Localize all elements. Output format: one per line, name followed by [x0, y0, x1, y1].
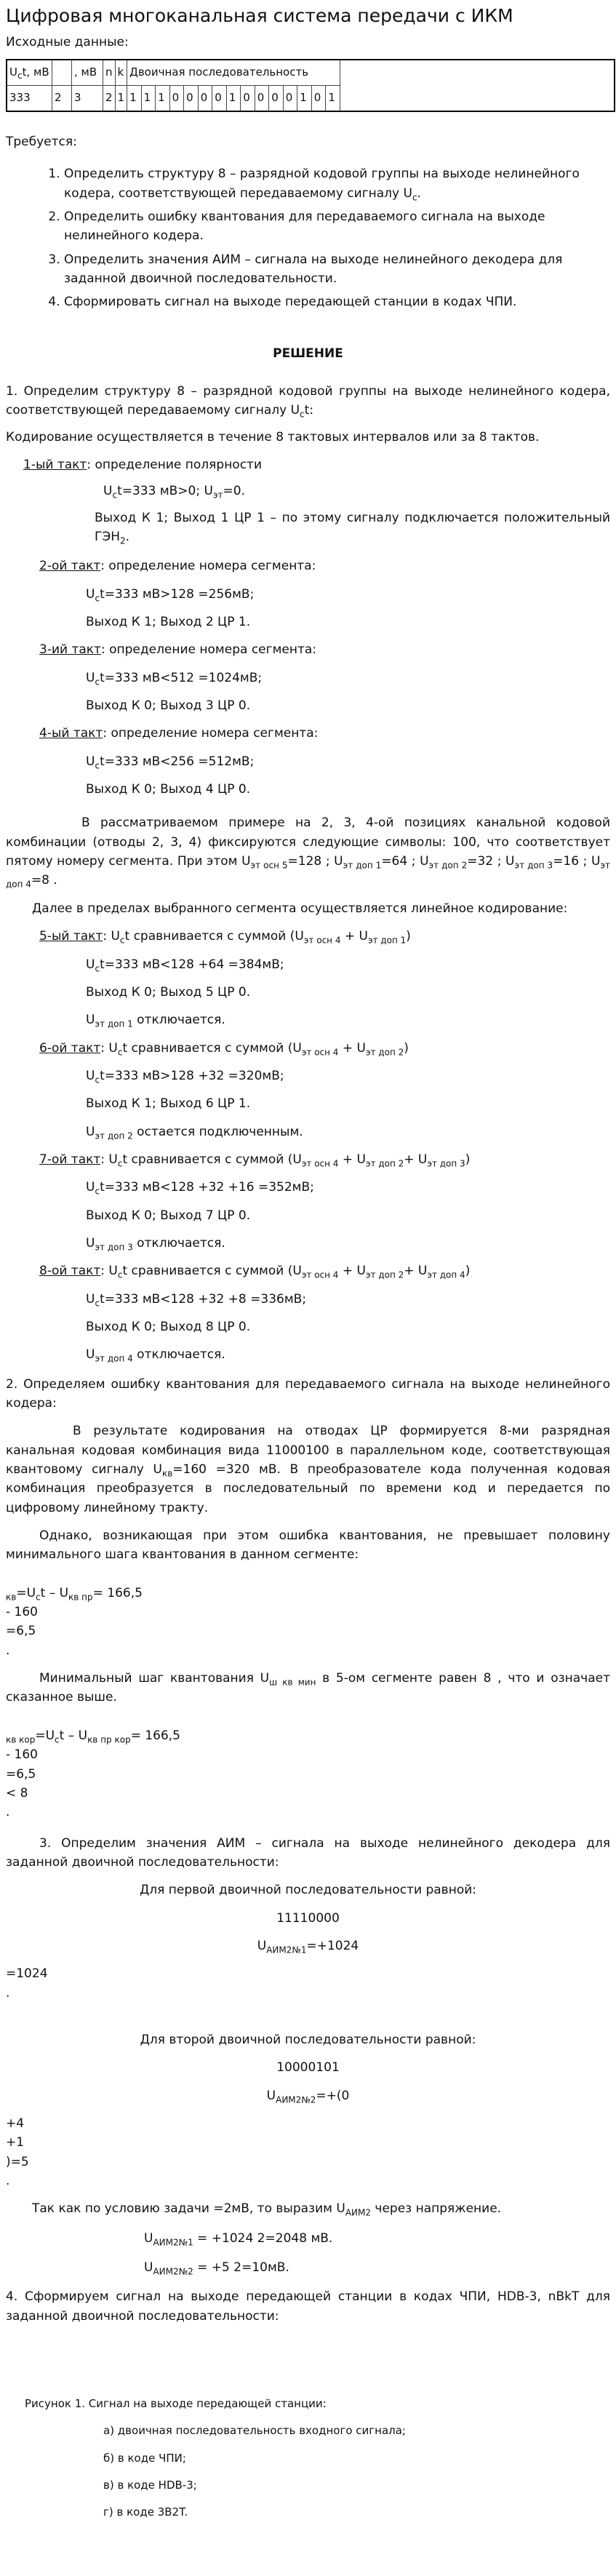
error-formula-2: $_{кв кор}=U_ct - U_{кв пр кор}= 166,5$ — [6, 1728, 181, 1745]
tact-7-heading: 7-ой такт: $U_ct$ сравнивается с суммой $(U_{эт осн 4} + U_{эт доп 2}+ U_{эт доп 3})$ — [39, 1152, 471, 1169]
segment-positions-paragraph: В рассматриваемом примере на 2, 3, 4-ой позициях канальной кодовой комбинации (отводы 2, 3, 4) фиксируются следующие символы: 100, что соответствует пятому номеру сегмента. При этом $U_{эт осн 5}=128$ ; $U_{эт доп 1}=64$ ; $U_{эт доп 2}=32$ ; $U_{эт доп 3}=16$ ; $U_{эт доп 4}=8$ . — [6, 816, 610, 890]
voltage-condition-paragraph: Так как по условию задачи =2мВ, то выразим $U_{АИМ2}$ через напряжение. — [32, 2201, 502, 2218]
section-2-paragraph-1: В результате кодирования на отводах ЦР формируется 8-ми разрядная канальная кодовая комбинация вида 11000100 в параллельном коде, соответствующая квантовому сигналу $U_{кв}=160 =320$ мВ. В преобразователе кода полученная кодовая комбинация преобразуется в последовательный по времени код и передается по цифровому линейному тракту. — [6, 1424, 610, 1515]
tact-3-condition: $U_ct=333$ мВ<512 =1024мВ; — [86, 670, 263, 687]
tact-6-output: Выход К 1; Выход 6 ЦР 1. — [86, 1096, 251, 1112]
figure-caption-d: г) в коде 3B2T. — [103, 2505, 188, 2519]
aim-2-voltage: $U_{АИМ2№2} = +5$ 2=10мВ. — [144, 2260, 289, 2277]
min-step-paragraph: Минимальный шаг квантования $U_{ш кв мин}$ в 5-ом сегменте равен 8 , что и означает сказанное выше. — [6, 1671, 610, 1705]
tact-5-note: $U_{эт доп 1}$ отключается. — [86, 1013, 225, 1029]
task-item: 2. Определить ошибку квантования для передаваемого сигнала на выходе нелинейного кодера. — [64, 207, 610, 246]
tact-4-output: Выход К 0; Выход 4 ЦР 0. — [86, 782, 251, 797]
aim-1-result: =1024 — [6, 1966, 48, 1982]
table-cell: 1 — [297, 85, 312, 111]
table-header-cell: n — [103, 60, 116, 86]
tact-5-condition: $U_ct=333$ мВ<128 +64 =384мВ; — [86, 957, 284, 973]
table-cell: 2 — [52, 85, 72, 111]
aim-2-formula: $U_{АИМ2№2}=+(0$ — [266, 2088, 350, 2105]
section-3-intro: 3. Определим значения АИМ – сигнала на выходе нелинейного декодера для заданной двоичной последовательности: — [6, 1835, 610, 1870]
table-cell: 0 — [169, 85, 184, 111]
tact-5-output: Выход К 0; Выход 5 ЦР 0. — [86, 984, 251, 1000]
solution-heading: РЕШЕНИЕ — [273, 346, 343, 361]
section-1-intro: 1. Определим структуру 8 – разрядной кодовой группы на выходе нелинейного кодера, соответствующей передаваемому сигналу $U_ct$: — [6, 383, 610, 420]
table-cell: 0 — [198, 85, 212, 111]
tact-8-output: Выход К 0; Выход 8 ЦР 0. — [86, 1319, 251, 1334]
table-header-cell — [52, 60, 72, 86]
tact-3-output: Выход К 0; Выход 3 ЦР 0. — [86, 698, 251, 714]
figure-caption-a: а) двоичная последовательность входного сигнала; — [103, 2424, 406, 2438]
table-cell: 1 — [326, 85, 340, 111]
table-header-row — [7, 60, 615, 86]
tact-4-heading: 4-ый такт: определение номера сегмента: — [39, 726, 319, 741]
table-cell: 0 — [212, 85, 227, 111]
table-cell: 1 — [226, 85, 241, 111]
tact-1-heading: 1-ый такт: определение полярности — [23, 457, 263, 472]
tact-4-condition: $U_ct=333$ мВ<256 =512мВ; — [86, 754, 255, 771]
second-sequence-label: Для второй двоичной последовательности равной: — [140, 2032, 476, 2047]
coding-intro: Кодирование осуществляется в течение 8 тактовых интервалов или за 8 тактов. — [6, 429, 540, 444]
initial-data-label: Исходные данные: — [6, 34, 129, 49]
tact-7-condition: $U_ct=333$ мВ<128 +32 +16 =352мВ; — [86, 1180, 314, 1197]
tact-1-condition: $U_ct=333$ мВ>0; $U_{эт}=0$. — [103, 484, 245, 501]
table-cell: 0 — [255, 85, 269, 111]
table-header-cell: , мВ — [72, 60, 103, 86]
error-formula-1-line-2: - 160 — [6, 1605, 38, 1620]
aim-1-formula: $U_{АИМ2№1}=+1024$ — [257, 1938, 359, 1955]
tact-8-heading: 8-ой такт: $U_ct$ сравнивается с суммой $(U_{эт осн 4} + U_{эт доп 2}+ U_{эт доп 4})$ — [39, 1264, 471, 1280]
table-empty-cell — [340, 60, 615, 86]
table-cell: 0 — [311, 85, 326, 111]
table-cell: 3 — [72, 85, 103, 111]
section-2-paragraph-2: Однако, возникающая при этом ошибка квантования, не превышает половину минимального шага квантования в данном сегменте: — [6, 1528, 610, 1563]
table-cell: 0 — [283, 85, 297, 111]
tact-1-output: Выход К 1; Выход 1 ЦР 1 – по этому сигналу подключается положительный $ГЭН_2$. — [95, 510, 610, 546]
error-formula-2-line-2: - 160 — [6, 1747, 38, 1763]
error-formula-1-line-3: =6,5 — [6, 1624, 36, 1639]
first-sequence: 11110000 — [276, 1910, 340, 1926]
table-cell: 0 — [241, 85, 255, 111]
figure-caption-c: в) в коде HDB-3; — [103, 2478, 197, 2492]
tact-6-heading: 6-ой такт: $U_ct$ сравнивается с суммой $(U_{эт осн 4} + U_{эт доп 2})$ — [39, 1040, 409, 1057]
table-cell: 0 — [269, 85, 284, 111]
tact-8-note: $U_{эт доп 4}$ отключается. — [86, 1347, 225, 1364]
first-sequence-label: Для первой двоичной последовательности равной: — [139, 1883, 476, 1898]
table-header-cell: k — [115, 60, 127, 86]
required-label: Требуется: — [6, 134, 77, 149]
aim-1-end: . — [6, 1985, 10, 2001]
error-formula-1-end: . — [6, 1643, 10, 1658]
table-empty-cell — [340, 85, 615, 111]
tact-2-condition: $U_ct=333$ мВ>128 =256мВ; — [86, 586, 255, 604]
table-cell: 2 — [103, 85, 116, 111]
task-item: 3. Определить значения АИМ – сигнала на выходе нелинейного декодера для заданной двоичной последовательности. — [64, 250, 610, 289]
tact-7-note: $U_{эт доп 3}$ отключается. — [86, 1235, 225, 1253]
tact-2-output: Выход К 1; Выход 2 ЦР 1. — [86, 615, 251, 630]
table-cell: 333 — [7, 85, 52, 111]
linear-coding-paragraph: Далее в пределах выбранного сегмента осуществляется линейное кодирование: — [32, 901, 568, 916]
task-item: 1. Определить структуру 8 – разрядной кодовой группы на выходе нелинейного кодера, соответствующей передаваемому сигналу $U_c$. — [64, 164, 610, 203]
aim-2-end: . — [6, 2174, 10, 2188]
table-cell: 0 — [184, 85, 199, 111]
table-cell: 1 — [127, 85, 142, 111]
table-cell: 1 — [141, 85, 156, 111]
aim-2-line-4: )=5 — [6, 2154, 29, 2169]
table-cell: 1 — [115, 85, 127, 111]
tact-6-condition: $U_ct=333$ мВ>128 +32 =320мВ; — [86, 1068, 284, 1085]
tact-7-output: Выход К 0; Выход 7 ЦР 0. — [86, 1208, 251, 1223]
tact-5-heading: 5-ый такт: $U_ct$ сравнивается с суммой $(U_{эт осн 4} + U_{эт доп 1})$ — [39, 929, 411, 946]
tact-2-heading: 2-ой такт: определение номера сегмента: — [39, 559, 316, 574]
task-list — [6, 164, 610, 311]
tact-8-condition: $U_ct=333$ мВ<128 +32 +8 =336мВ; — [86, 1291, 307, 1309]
aim-2-line-2: +4 — [6, 2116, 25, 2131]
error-formula-2-line-3: =6,5 — [6, 1766, 36, 1782]
second-sequence: 10000101 — [276, 2060, 340, 2075]
tact-6-note: $U_{эт доп 2}$ остается подключенным. — [86, 1124, 303, 1141]
document-page — [0, 4, 616, 2576]
page-title: Цифровая многоканальная система передачи с ИКМ — [6, 5, 513, 26]
error-formula-2-end: . — [6, 1805, 10, 1820]
figure-caption: Рисунок 1. Сигнал на выходе передающей станции: — [25, 2397, 327, 2411]
section-4-intro: 4. Сформируем сигнал на выходе передающей станции в кодах ЧПИ, HDB-3, nBkT для заданной двоичной последовательности: — [6, 2289, 610, 2324]
section-2-intro: 2. Определяем ошибку квантования для передаваемого сигнала на выходе нелинейного кодера: — [6, 1376, 610, 1411]
table-row — [7, 85, 615, 111]
table-header-cell: $U_ct$, мВ — [7, 60, 52, 86]
aim-1-voltage: $U_{АИМ2№1} = +1024$ 2=2048 мВ. — [144, 2230, 333, 2248]
initial-data-table — [6, 59, 615, 112]
tact-3-heading: 3-ий такт: определение номера сегмента: — [39, 642, 317, 658]
error-formula-2-line-4: < 8 — [6, 1785, 28, 1801]
table-header-cell: Двоичная последовательность — [127, 60, 340, 86]
aim-2-line-3: +1 — [6, 2135, 25, 2150]
task-item: 4. Сформировать сигнал на выходе передающей станции в кодах ЧПИ. — [64, 292, 610, 311]
error-formula-1: $_{кв}=U_ct - U_{кв пр}= 166,5$ — [6, 1585, 143, 1603]
figure-caption-b: б) в коде ЧПИ; — [103, 2451, 186, 2465]
table-cell: 1 — [156, 85, 170, 111]
